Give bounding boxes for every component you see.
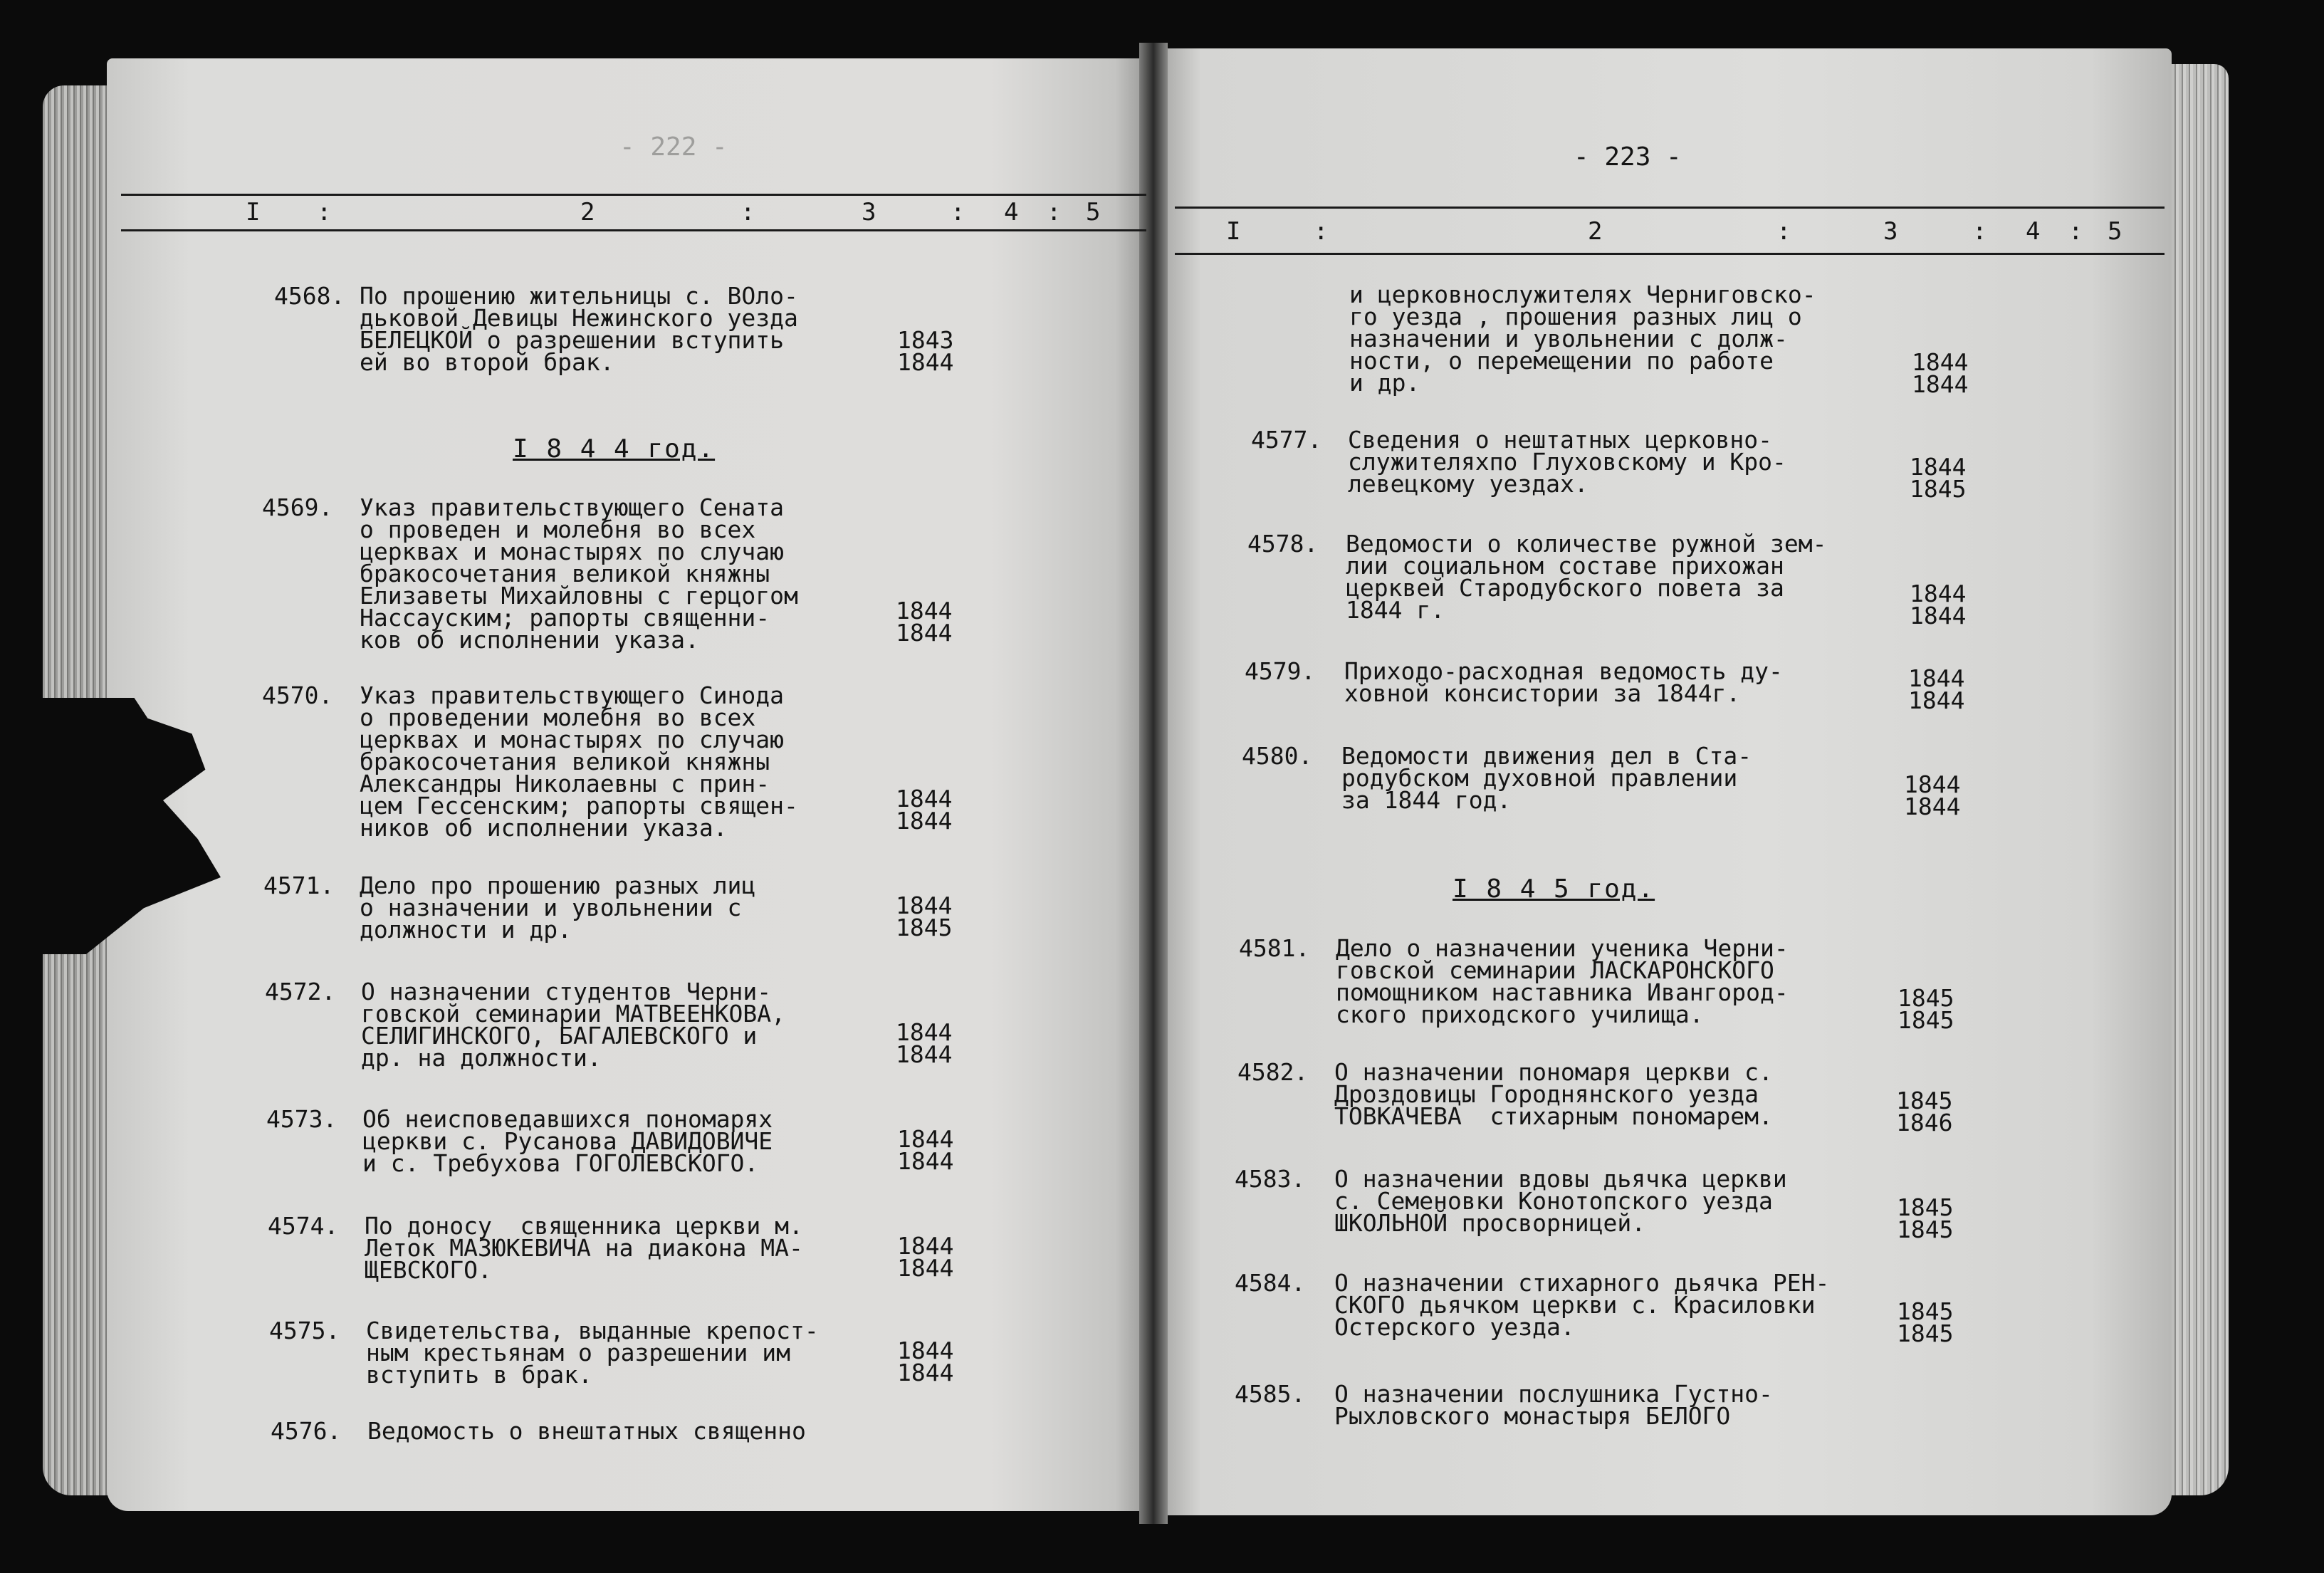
entry-text: Ведомости о количестве ружной зем- лии социальном составе прихожан церквей Стародубского повета за 1844 г. (1346, 530, 1827, 624)
entry-number: 4579. (1245, 657, 1316, 685)
entry-years: 1844 1844 (896, 1018, 953, 1068)
left-header-rule-bottom (121, 229, 1146, 231)
left-col-3: 3 (862, 198, 876, 226)
right-header-rule-bottom (1175, 253, 2165, 255)
entry-years: 1845 1846 (1896, 1087, 1953, 1136)
left-col-sep-2: : (740, 198, 755, 226)
entry-years: 1845 1845 (1898, 984, 1954, 1034)
entry-text: О назначении вдовы дьячка церкви с. Семеновки Конотопского уезда ШКОЛЬНОЙ просворницей. (1334, 1165, 1787, 1237)
entry-number: 4573. (266, 1105, 337, 1133)
left-page-number: - 222 - (619, 132, 728, 162)
entry-number: 4576. (271, 1417, 342, 1445)
left-col-5: 5 (1086, 198, 1101, 226)
entry-years: 1844 1844 (897, 1337, 954, 1386)
entry-number: 4580. (1242, 742, 1313, 770)
entry-years: 1844 1844 (1912, 348, 1969, 398)
left-col-sep-3: : (951, 198, 965, 226)
entry-text: Свидетельства, выданные крепост- ным крестьянам о разрешении им вступить в брак. (366, 1317, 819, 1389)
entry-number: 4577. (1251, 426, 1322, 454)
entry-number: 4584. (1235, 1269, 1306, 1297)
entry-text: Указ правительствующего Синода о проведении молебня во всех церквах и монастырях по случаю бракосочетания великой княжны Александры Николаевны с прин- цем Гессенским; рапорты священ- ников об исполнении указа. (360, 681, 798, 842)
entry-text: Ведомость о внештатных священно (367, 1417, 806, 1445)
entry-years: 1844 1844 (897, 1232, 954, 1282)
entry-text: О назначении послушника Густно- Рыхловского монастыря БЕЛОГО (1334, 1380, 1773, 1430)
entry-text: Указ правительствующего Сената о проведен и молебня во всех церквах и монастырях по случаю бракосочетания великой княжны Елизаветы Михайловны с герцогом Нассауским; рапорты священни- ков об исполнении указа. (360, 493, 798, 654)
entry-number: 4572. (265, 978, 336, 1005)
entry-years: 1844 1844 (896, 597, 953, 647)
right-col-1: I (1226, 217, 1241, 246)
right-page-edges (2165, 64, 2229, 1495)
entry-years: 1844 1845 (896, 892, 953, 941)
entry-number: 4578. (1247, 530, 1319, 558)
right-col-sep-2: : (1776, 217, 1791, 246)
left-col-1: I (246, 198, 261, 226)
entry-years: 1844 1845 (1910, 453, 1967, 503)
entry-text: Дело про прошению разных лиц о назначении и увольнении с должности и др. (360, 872, 756, 944)
entry-text: Приходо-расходная ведомость ду- ховной консистории за 1844г. (1344, 657, 1783, 707)
right-col-sep-3: : (1972, 217, 1987, 246)
left-col-2: 2 (580, 198, 595, 226)
right-col-4: 4 (2026, 217, 2041, 246)
entry-text: О назначении стихарного дьячка РЕН- СКОГО дьячком церкви с. Красиловки Остерского уезда. (1334, 1269, 1830, 1341)
entry-years: 1844 1844 (896, 785, 953, 835)
entry-years: 1844 1844 (1904, 770, 1961, 820)
right-col-5: 5 (2108, 217, 2123, 246)
entry-years: 1845 1845 (1897, 1297, 1954, 1347)
entry-number: 4575. (269, 1317, 340, 1344)
entry-text: Дело о назначении ученика Черни- говской семинарии ЛАСКАРОНСКОГО помощником наставника Ивангород- ского приходского училища. (1336, 934, 1789, 1028)
entry-number: 4570. (262, 681, 333, 709)
entry-text: Об неисповедавшихся пономарях церкви с. Русанова ДАВИДОВИЧЕ и с. Требухова ГОГОЛЕВСКОГО. (362, 1105, 773, 1177)
right-section-1845: I 8 4 5 год. (1452, 874, 1655, 904)
left-col-sep-1: : (317, 198, 332, 226)
left-col-4: 4 (1004, 198, 1019, 226)
entry-number: 4569. (262, 493, 333, 521)
book-spine (1139, 43, 1168, 1524)
entry-text: О назначении пономаря церкви с. Дроздовицы Городнянского уезда ТОВКАЧЕВА стихарным пономарем. (1334, 1058, 1773, 1130)
right-col-sep-4: : (2068, 217, 2083, 246)
entry-years: 1845 1845 (1897, 1193, 1954, 1243)
entry-text: и церковнослужителях Черниговско- го уезда , прошения разных лиц о назначении и увольнении с долж- ности, о перемещении по работе и др. (1349, 281, 1816, 397)
entry-years: 1844 1844 (1910, 580, 1967, 629)
right-page-number: - 223 - (1574, 142, 1682, 172)
entry-text: Сведения о нештатных церковно- служителяхпо Глуховскому и Кро- левецкому уездах. (1348, 426, 1786, 498)
left-col-sep-4: : (1047, 198, 1062, 226)
entry-years: 1844 1844 (897, 1125, 954, 1175)
right-col-2: 2 (1588, 217, 1603, 246)
entry-number: 4571. (263, 872, 335, 899)
entry-text: Ведомости движения дел в Ста- родубском духовной правлении за 1844 год. (1341, 742, 1752, 814)
entry-text: О назначении студентов Черни- говской семинарии МАТВЕЕНКОВА, СЕЛИГИНСКОГО, БАГАЛЕВСКОГО и др. на должности. (361, 978, 786, 1072)
entry-number: 4585. (1235, 1380, 1306, 1408)
entry-text: По прошению жительницы с. ВОло- дьковой Девицы Нежинского уезда БЕЛЕЦКОЙ о разрешении вступить ей во второй брак. (360, 282, 798, 376)
right-header-rule-top (1175, 207, 2165, 209)
entry-number: 4583. (1235, 1165, 1306, 1193)
right-col-3: 3 (1883, 217, 1898, 246)
entry-years: 1843 1844 (897, 326, 954, 376)
entry-number: 4581. (1239, 934, 1310, 962)
entry-number: 4568. (274, 282, 345, 310)
entry-text: По доносу священника церкви м. Леток МАЗЮКЕВИЧА на диакона МА- ЩЕВСКОГО. (365, 1212, 803, 1284)
left-header-rule-top (121, 194, 1146, 196)
entry-number: 4574. (268, 1212, 339, 1240)
right-col-sep-1: : (1314, 217, 1329, 246)
entry-number: 4582. (1237, 1058, 1309, 1086)
entry-years: 1844 1844 (1908, 664, 1965, 714)
left-section-1844: I 8 4 4 год. (513, 434, 716, 464)
